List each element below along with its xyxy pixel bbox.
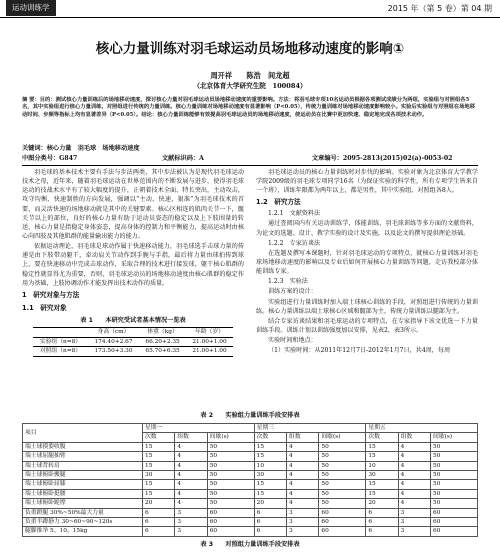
table1-cell: 66.20+2.35 xyxy=(139,337,186,347)
right-column xyxy=(256,168,478,356)
table1-header-cell xyxy=(33,327,88,337)
table2-cell: 60 xyxy=(319,508,366,517)
table2-cell: 50 xyxy=(207,470,254,479)
table2-cell: 4 xyxy=(398,442,430,451)
table2-cell: 6 xyxy=(254,517,286,526)
table2-cell: 50 xyxy=(207,480,254,489)
table2-cell: 30 xyxy=(366,470,398,479)
subsubsection-heading: 1.2.1 文献资料法 xyxy=(268,210,321,218)
table2-item-name: 端士球俯卧跪撑 xyxy=(23,499,143,508)
table2-subhead: 组数 xyxy=(287,433,319,442)
table2-cell: 50 xyxy=(431,480,478,489)
table2-cell: 50 xyxy=(319,489,366,498)
table2-cell: 50 xyxy=(431,461,478,470)
keywords: 关键词：核心力量 羽毛球 场地移动速度 xyxy=(22,145,140,152)
table1-cell: 173.50+3.30 xyxy=(88,347,139,357)
identifier-line xyxy=(22,155,478,165)
table2-cell: 50 xyxy=(431,452,478,461)
subsubsection-heading: 1.2.3 实验法 xyxy=(268,278,308,286)
body-paragraph: 结合专家访谈结果和羽毛球运动的专项特点，在专家指导下该文优选一下力量训练手段。训练计划以训练强度加以安排，见表2，表3所示。 xyxy=(256,317,478,334)
abstract: 摘 要：目的：测试核心力量训练后的场地移动速度，探讨核心力量对羽毛球运动员场地移动速度的重要影响。方法：将羽毛球专项10名运动员根据各项测试成绩分为两组，实验组与对照组各5名，其中实验组进行核心力量训练，对照组进行传统的力量训练。核心力量训练对场地移动速度有显著影响（P<0.05），传统力量训练对场地移动速度影响较小。实验后实验组与对照组在场地移动时间、步频等指标上均有显著差异（P<0.05）。结论：核心力量训练能够有效提高羽毛球运动员的场地移动速度，使运动员在比赛中更加快速、稳定地完成各项技术动作。 xyxy=(22,97,476,118)
table2-cell: 4 xyxy=(287,442,319,451)
body-paragraph: 通过查阅国内有关运动训练学，体能训练，羽毛球训练等多方面的文献资料，为论文的选题、设计、教学实验的设计及实施，以及论文的撰写提供理论基础。 xyxy=(256,220,478,237)
table2-cell: 4 xyxy=(398,480,430,489)
table2-cell: 15 xyxy=(143,452,175,461)
table-row xyxy=(23,442,478,451)
table2-cell: 3 xyxy=(287,527,319,536)
table2-cell: 6 xyxy=(143,527,175,536)
body-paragraph: 依据运动理论，羽毛球是球动作属于快速移动能力，羽毛球选手击球力量的传递是由下肢带动躯干，牵动肩关节动作到手腕与手指，最后将力量由球拍传到球上，要在快速移动中完成击球动作，采取合理的技术进行接发球，躯干核心肌群的稳定性就显得尤为重要，否则，羽毛球运动员的场地移动速度由核心肌群的稳定作用为基础，上肢协调动作才能发挥出技术动作的质量。 xyxy=(22,243,244,287)
table2-cell: 4 xyxy=(175,499,207,508)
table2-cell: 3 xyxy=(175,527,207,536)
authors: 周开祥 陈浩 间龙超 xyxy=(210,71,290,80)
body-paragraph: 在选题及撰写本课题时，针对羽毛球运动的专项特点，就核心力量训练对羽毛球场地移动速度的影响以及专业后如何开展核心力量训练等问题，走访我校部分体能训练专家。 xyxy=(256,249,478,276)
table2-cell: 20 xyxy=(254,499,286,508)
table2-cell: 10 xyxy=(254,461,286,470)
table2-item-name: 端士球俯卧挺腰 xyxy=(23,489,143,498)
body-paragraph: （1）实验时间：从2011年12月7日-2012年1月7日，共4周，每周 xyxy=(268,347,451,355)
table2-cell: 60 xyxy=(207,527,254,536)
table2-cell: 6 xyxy=(254,508,286,517)
table2-cell: 20 xyxy=(366,499,398,508)
document-code: 文献标识码：A xyxy=(162,155,204,162)
table-row xyxy=(33,347,233,357)
table2-cell: 3 xyxy=(175,508,207,517)
table2-cell: 6 xyxy=(366,508,398,517)
table2-cell: 50 xyxy=(319,499,366,508)
table2-cell: 3 xyxy=(287,517,319,526)
table-row xyxy=(23,508,478,517)
table2-cell: 15 xyxy=(366,480,398,489)
table2-subhead: 次数 xyxy=(143,433,175,442)
table2-cell: 6 xyxy=(143,517,175,526)
table2-cell: 4 xyxy=(287,489,319,498)
article-title: 核心力量训练对羽毛球运动员场地移动速度的影响① xyxy=(95,41,405,57)
table2-cell: 30 xyxy=(143,470,175,479)
table2-cell: 60 xyxy=(431,527,478,536)
table2-cell: 15 xyxy=(254,442,286,451)
table2-cell: 6 xyxy=(366,517,398,526)
table1 xyxy=(33,327,233,357)
table2-cell: 4 xyxy=(175,480,207,489)
table2-subhead: 次数 xyxy=(366,433,398,442)
table2-subhead: 组数 xyxy=(175,433,207,442)
table2-cell: 50 xyxy=(431,499,478,508)
table2-cell: 60 xyxy=(319,517,366,526)
table2-cell: 50 xyxy=(207,489,254,498)
issue-info: 2015 年（第 5 卷）第 04 期 xyxy=(387,4,492,13)
table2-block xyxy=(22,410,478,537)
table2-cell: 50 xyxy=(319,452,366,461)
body-paragraph: 羽毛球的基本技术主要有手法与步法两类，其中步法被认为是现代羽毛球运动技术之母，近年来，随着羽毛球运动在世界范围内的不断发展与进步，使得羽毛球运动的技战术水平有了较大幅度的提升，正朝着技术全面、特长突出，主动攻击，攻守均衡、快速制胜的方向发展，强调以“主动、快速、狠准”为羽毛球技术的首要，而灵活快速的场地移动就是其中的关键要素。核心区相连的肌肉关节一下，髋关节以上的部位，良好的核心力量有助于运动员姿态的稳定以及上下肢围量的转送，核心力量是指稳定身体姿态，提高身体的控制力和平衡能力，提高运动时由核心向四肢及其他肌群的能量输出能力的能力。 xyxy=(22,169,244,240)
divider xyxy=(22,165,478,166)
table2-group-head: 星期三 xyxy=(254,423,366,432)
table2-cell: 20 xyxy=(143,499,175,508)
table2-cell: 3 xyxy=(398,508,430,517)
table2-cell: 4 xyxy=(175,442,207,451)
table2-item-name: 端士球俯卧搬腿 xyxy=(23,470,143,479)
running-header xyxy=(0,0,500,18)
table2-cell: 6 xyxy=(143,508,175,517)
table2-cell: 4 xyxy=(398,461,430,470)
article-number: 文章编号：2095-2813(2015)02(a)-0053-02 xyxy=(312,155,453,162)
table1-header-cell: 年龄（岁） xyxy=(186,327,233,337)
table2-cell: 4 xyxy=(175,489,207,498)
journal-section-label: 运动训练学 xyxy=(6,0,56,16)
table2-cell: 4 xyxy=(287,480,319,489)
table-row xyxy=(23,470,478,479)
table1-header-cell: 体重（kg） xyxy=(139,327,186,337)
table2-item-name: 负重蹬腿 30%~50%最大力量 xyxy=(23,508,143,517)
table2-cell: 50 xyxy=(207,452,254,461)
subsection-heading: 1.2 研究方法 xyxy=(256,198,301,207)
table2 xyxy=(22,423,478,537)
table2-cell: 50 xyxy=(207,499,254,508)
table2-group-head: 项目 xyxy=(23,423,143,442)
table2-cell: 50 xyxy=(319,461,366,470)
table2-cell: 60 xyxy=(431,517,478,526)
table1-caption: 表 1 本研究受试者基本情况一览表 xyxy=(80,316,186,324)
table2-cell: 4 xyxy=(175,470,207,479)
table2-cell: 4 xyxy=(287,461,319,470)
table2-cell: 15 xyxy=(366,452,398,461)
table2-cell: 4 xyxy=(398,470,430,479)
table1-cell: 21.00+1.00 xyxy=(186,337,233,347)
table2-group-head: 星期五 xyxy=(366,423,478,432)
table2-item-name: 端士球摸姿收腹 xyxy=(23,442,143,451)
table2-cell: 3 xyxy=(287,508,319,517)
table2-cell: 15 xyxy=(254,452,286,461)
table3-caption: 表 3 对照组力量训练手段安排表 xyxy=(200,541,300,548)
table2-cell: 4 xyxy=(175,452,207,461)
table1-cell: 对照组（n=8） xyxy=(33,347,88,357)
table-row xyxy=(23,527,478,536)
table2-subhead: 组数 xyxy=(398,433,430,442)
table2-cell: 50 xyxy=(207,461,254,470)
table2-cell: 60 xyxy=(319,527,366,536)
table2-cell: 60 xyxy=(431,508,478,517)
table1-header-cell: 身高（cm） xyxy=(88,327,139,337)
table1-cell: 实验组（n=8） xyxy=(33,337,88,347)
body-paragraph: 实验组进行力量训练时加入端士球核心训练的手段，对照组进行传统的力量训练。核心力量训练以端士球核心区域和髋部为主，传统力量训练以腿部为主。 xyxy=(256,298,478,315)
table2-cell: 15 xyxy=(366,489,398,498)
table2-cell: 4 xyxy=(287,499,319,508)
table-row xyxy=(23,517,478,526)
subsection-heading: 1.1 研究对象 xyxy=(22,303,67,312)
table-row xyxy=(33,337,233,347)
table2-cell: 4 xyxy=(398,499,430,508)
table2-subhead: 间歇(s) xyxy=(319,433,366,442)
table-row xyxy=(23,499,478,508)
table-row xyxy=(23,461,478,470)
table2-cell: 15 xyxy=(254,480,286,489)
section-heading: 1 研究对象与方法 xyxy=(22,290,80,299)
left-column xyxy=(22,168,244,357)
table2-item-name: 端士球俯卧屈膝 xyxy=(23,480,143,489)
table2-cell: 3 xyxy=(175,517,207,526)
table2-cell: 50 xyxy=(431,470,478,479)
clc-number: 中图分类号：G847 xyxy=(22,155,78,162)
table2-cell: 15 xyxy=(143,461,175,470)
table2-cell: 50 xyxy=(319,480,366,489)
table-row xyxy=(23,452,478,461)
table2-cell: 50 xyxy=(319,470,366,479)
table2-cell: 15 xyxy=(143,442,175,451)
table2-cell: 3 xyxy=(398,527,430,536)
body-paragraph: 训练方案的设计： xyxy=(268,288,317,296)
table2-caption: 表 2 实验组力量训练手段安排表 xyxy=(200,412,300,419)
table2-cell: 30 xyxy=(254,470,286,479)
table2-cell: 4 xyxy=(398,489,430,498)
table2-subhead: 间歇(s) xyxy=(207,433,254,442)
table2-group-head: 星期一 xyxy=(143,423,255,432)
table2-cell: 4 xyxy=(175,461,207,470)
table2-cell: 50 xyxy=(207,442,254,451)
table2-cell: 4 xyxy=(398,452,430,461)
body-paragraph: 实验时间和地点： xyxy=(268,337,317,345)
table2-cell: 10 xyxy=(366,461,398,470)
table2-subhead: 次数 xyxy=(254,433,286,442)
table2-cell: 50 xyxy=(431,442,478,451)
table2-cell: 6 xyxy=(254,527,286,536)
table2-cell: 4 xyxy=(287,470,319,479)
table2-item-name: 端士球背转肩 xyxy=(23,461,143,470)
table-row xyxy=(23,489,478,498)
table2-cell: 60 xyxy=(207,508,254,517)
table2-item-name: 端士球屈腿抽臂 xyxy=(23,452,143,461)
subsubsection-heading: 1.2.2 专家访谈法 xyxy=(268,239,321,247)
table-row xyxy=(23,480,478,489)
table2-cell: 50 xyxy=(319,442,366,451)
affiliation: （北京体育大学研究生院 100084） xyxy=(193,82,307,90)
table2-cell: 15 xyxy=(366,442,398,451)
table1-cell: 65.70+6.35 xyxy=(139,347,186,357)
table2-cell: 15 xyxy=(254,489,286,498)
table1-cell: 174.40+2.67 xyxy=(88,337,139,347)
body-paragraph: 羽毛球运动员的核心力量训练时对步伐的影响。实验对象为北京体育大学教学学院2009级的羽毛球专项同学16名（为保证实验的科学性，所有专项学生皆来自一个班），训练年限都为两年以上，都是男性，其中实验组、对照组各8人。 xyxy=(256,169,478,195)
table2-item-name: 负重半蹲静力 30~60~90~120s xyxy=(23,517,143,526)
table1-cell: 21.00+1.00 xyxy=(186,347,233,357)
table2-cell: 4 xyxy=(287,452,319,461)
table2-cell: 6 xyxy=(366,527,398,536)
table2-cell: 15 xyxy=(143,489,175,498)
table2-item-name: 腿脚推举 5、10、15kg xyxy=(23,527,143,536)
table2-subhead: 间歇(s) xyxy=(431,433,478,442)
table2-cell: 50 xyxy=(431,489,478,498)
table2-cell: 3 xyxy=(398,517,430,526)
table2-cell: 60 xyxy=(207,517,254,526)
table2-cell: 15 xyxy=(143,480,175,489)
